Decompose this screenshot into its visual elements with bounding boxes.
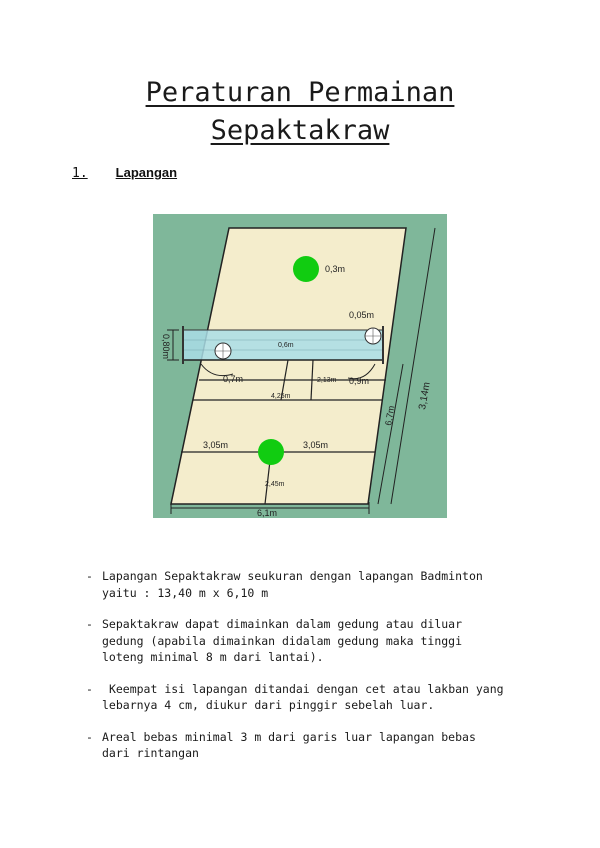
section-title: Lapangan — [115, 165, 178, 180]
court-diagram-svg — [153, 214, 447, 518]
service-circle-far — [293, 256, 319, 282]
court-surface — [171, 228, 406, 504]
list-dash: - — [86, 681, 93, 696]
label-left-half: 3,05m — [203, 440, 229, 450]
label-pole-offset: 0,05m — [349, 310, 375, 320]
label-center-span: 4,25m — [271, 393, 291, 400]
label-court-width: 6,1m — [257, 508, 278, 518]
list-item-text: Lapangan Sepaktakraw seukuran dengan lapangan Badminton yaitu : 13,40 m x 6,10 m — [102, 569, 483, 600]
label-net-height: 0,80m — [161, 334, 171, 360]
label-half-length: 6,7m — [383, 404, 397, 427]
rules-list — [86, 568, 546, 777]
document-title — [0, 74, 600, 150]
list-item — [86, 729, 546, 762]
label-service-radius: 2,45m — [265, 481, 285, 488]
list-dash: - — [86, 569, 93, 583]
label-left-post: 0,7m — [223, 374, 244, 384]
label-right-half: 3,05m — [303, 440, 329, 450]
label-right-post: 0,9m — [349, 376, 370, 386]
list-dash: - — [86, 729, 93, 744]
list-dash: - — [86, 617, 93, 631]
court-diagram — [153, 214, 447, 518]
list-item-text: Keempat isi lapangan ditandai dengan cet atau lakban yang lebarnya 4 cm, diukur dari pinggir sebelah luar. — [102, 681, 504, 712]
label-full-length: 3,14m — [417, 381, 433, 411]
section-number: 1. — [72, 166, 88, 181]
list-item-text: Sepaktakraw dapat dimainkan dalam gedung atau diluar gedung (apabila dimainkan didalam gedung maka tinggi loteng minimal 8 m dari lantai). — [102, 617, 463, 664]
title-line-2: Sepaktakraw — [210, 115, 390, 146]
title-line-1: Peraturan Permainan — [145, 77, 455, 108]
list-item-text: Areal bebas minimal 3 m dari garis luar lapangan bebas dari rintangan — [102, 729, 476, 760]
service-circle-near — [258, 439, 284, 465]
list-item — [86, 568, 546, 601]
list-item — [86, 616, 546, 666]
label-net-width: 0,6m — [278, 342, 294, 349]
list-item — [86, 681, 546, 714]
section-heading — [72, 165, 177, 181]
label-inner-gap: 2,13m — [317, 377, 337, 384]
label-circle-size: 0,3m — [325, 264, 346, 274]
